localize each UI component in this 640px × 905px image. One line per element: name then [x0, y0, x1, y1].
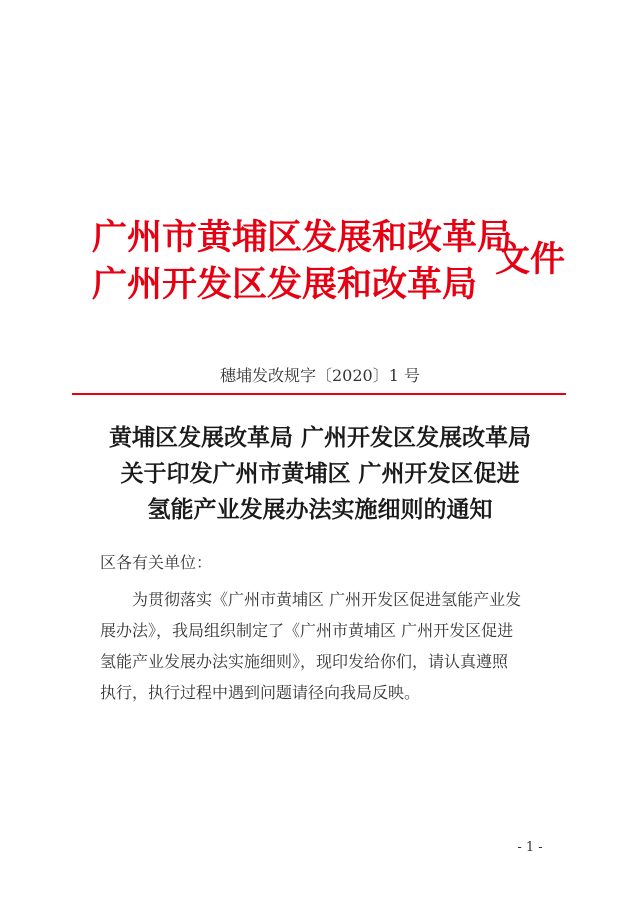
- issuer-name-line-1: 广州市黄埔区发展和改革局: [92, 217, 513, 258]
- red-divider-line: [72, 393, 566, 395]
- document-number: 穗埔发改规字〔2020〕1 号: [220, 366, 420, 385]
- title-line-2: 关于印发广州市黄埔区 广州开发区促进: [120, 460, 520, 487]
- title-line-1: 黄埔区发展改革局 广州开发区发展改革局: [108, 424, 531, 451]
- body-line-1: 为贯彻落实《广州市黄埔区 广州开发区促进氢能产业发: [132, 590, 522, 609]
- issuer-name-line-2: 广州开发区发展和改革局: [92, 264, 478, 305]
- body-line-4: 执行，执行过程中遇到问题请径向我局反映。: [100, 683, 421, 702]
- body-line-3: 氢能产业发展办法实施细则》，现印发给你们，请认真遵照: [100, 652, 509, 671]
- body-line-2: 展办法》，我局组织制定了《广州市黄埔区 广州开发区促进: [100, 621, 514, 640]
- document-type-suffix: 文件: [495, 239, 566, 280]
- title-line-3: 氢能产业发展办法实施细则的通知: [147, 496, 493, 523]
- body-paragraph: [100, 584, 556, 708]
- document-title: [0, 420, 640, 528]
- salutation: 区各有关单位：: [100, 553, 213, 572]
- page-number: - 1 -: [517, 840, 543, 855]
